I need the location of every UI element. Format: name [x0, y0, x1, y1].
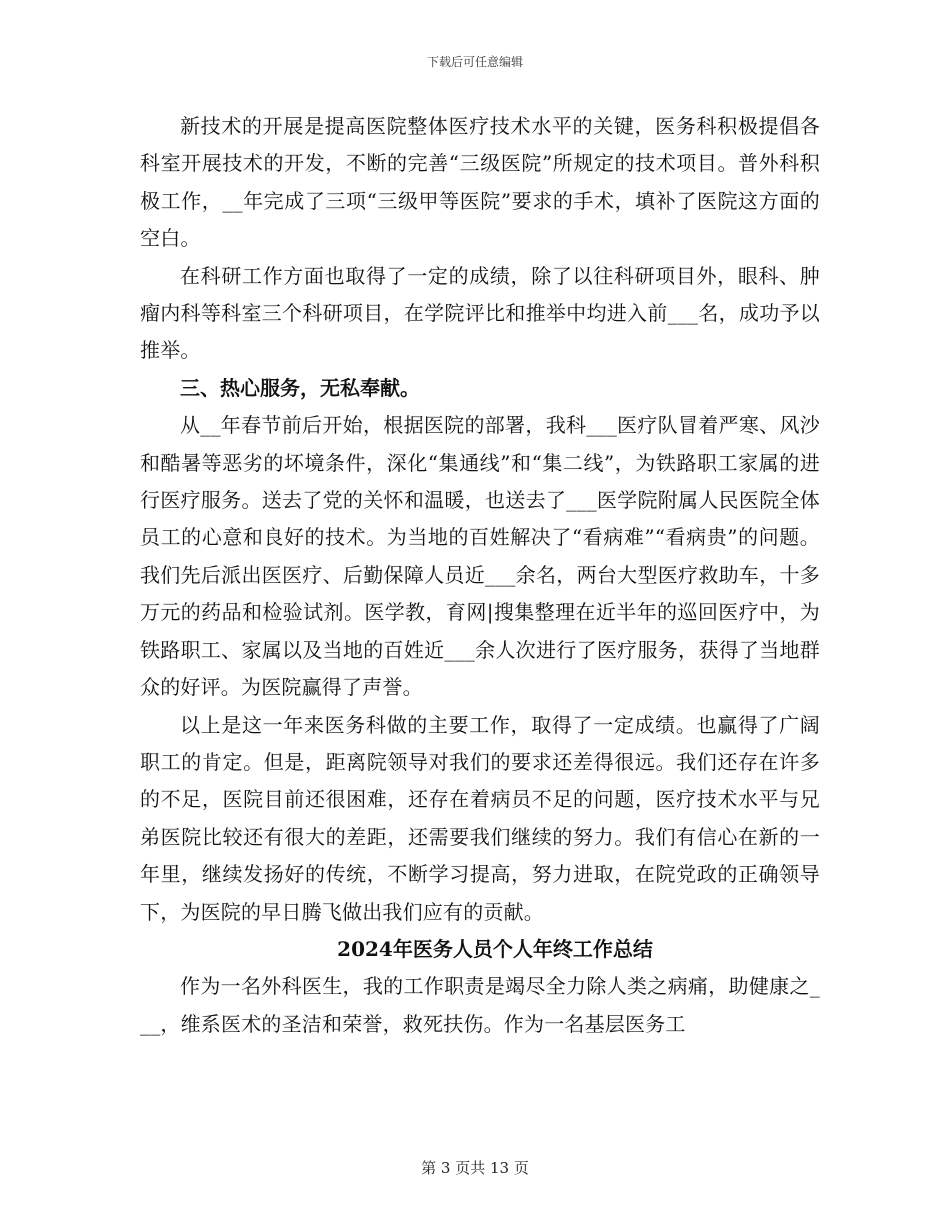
- paragraph-new-technology: 新技术的开展是提高医院整体医疗技术水平的关键，医务科积极提倡各科室开展技术的开发，不断的完善“三级医院”所规定的技术项目。普外科积极工作，__年完成了三项“三级甲等医院”要求的手术，填补了医院这方面的空白。: [140, 114, 820, 251]
- document-body: [140, 108, 820, 1043]
- page-footer: 第 3 页共 13 页: [421, 1159, 529, 1177]
- paragraph-surgeon-intro: 作为一名外科医生，我的工作职责是竭尽全力除人类之病痛，助健康之___，维系医术的圣洁和荣誉，救死扶伤。作为一名基层医务工: [140, 974, 820, 1036]
- page-header: 下载后可任意编辑: [426, 55, 523, 69]
- section-heading-service: 三、热心服务，无私奉献。: [180, 375, 420, 400]
- document-title: 2024年医务人员个人年终工作总结: [337, 936, 653, 961]
- paragraph-medical-team: 从__年春节前后开始，根据医院的部署，我科___医疗队冒着严寒、风沙和酷暑等恶劣的坏境条件，深化“集通线”和“集二线”，为铁路职工家属的进行医疗服务。送去了党的关怀和温暖，也送去了___医学院附属人民医院全体员工的心意和良好的技术。为当地的百姓解决了“看病难”“看病贵”的问题。我们先后派出医医疗、后勤保障人员近___余名，两台大型医疗救助车，十多万元的药品和检验试剂。医学教，育网|搜集整理在近半年的巡回医疗中，为铁路职工、家属以及当地的百姓近___余人次进行了医疗服务，获得了当地群众的好评。为医院赢得了声誉。: [140, 413, 820, 700]
- paragraph-summary: 以上是这一年来医务科做的主要工作，取得了一定成绩。也赢得了广阔职工的肯定。但是，距离院领导对我们的要求还差得很远。我们还存在许多的不足，医院目前还很困难，还存在着病员不足的问题，医疗技术水平与兄弟医院比较还有很大的差距，还需要我们继续的努力。我们有信心在新的一年里，继续发扬好的传统，不断学习提高，努力进取，在院党政的正确领导下，为医院的早日腾飞做出我们应有的贡献。: [140, 712, 820, 924]
- paragraph-research: 在科研工作方面也取得了一定的成绩，除了以往科研项目外，眼科、肿瘤内科等科室三个科研项目，在学院评比和推举中均进入前___名，成功予以推举。: [140, 263, 820, 363]
